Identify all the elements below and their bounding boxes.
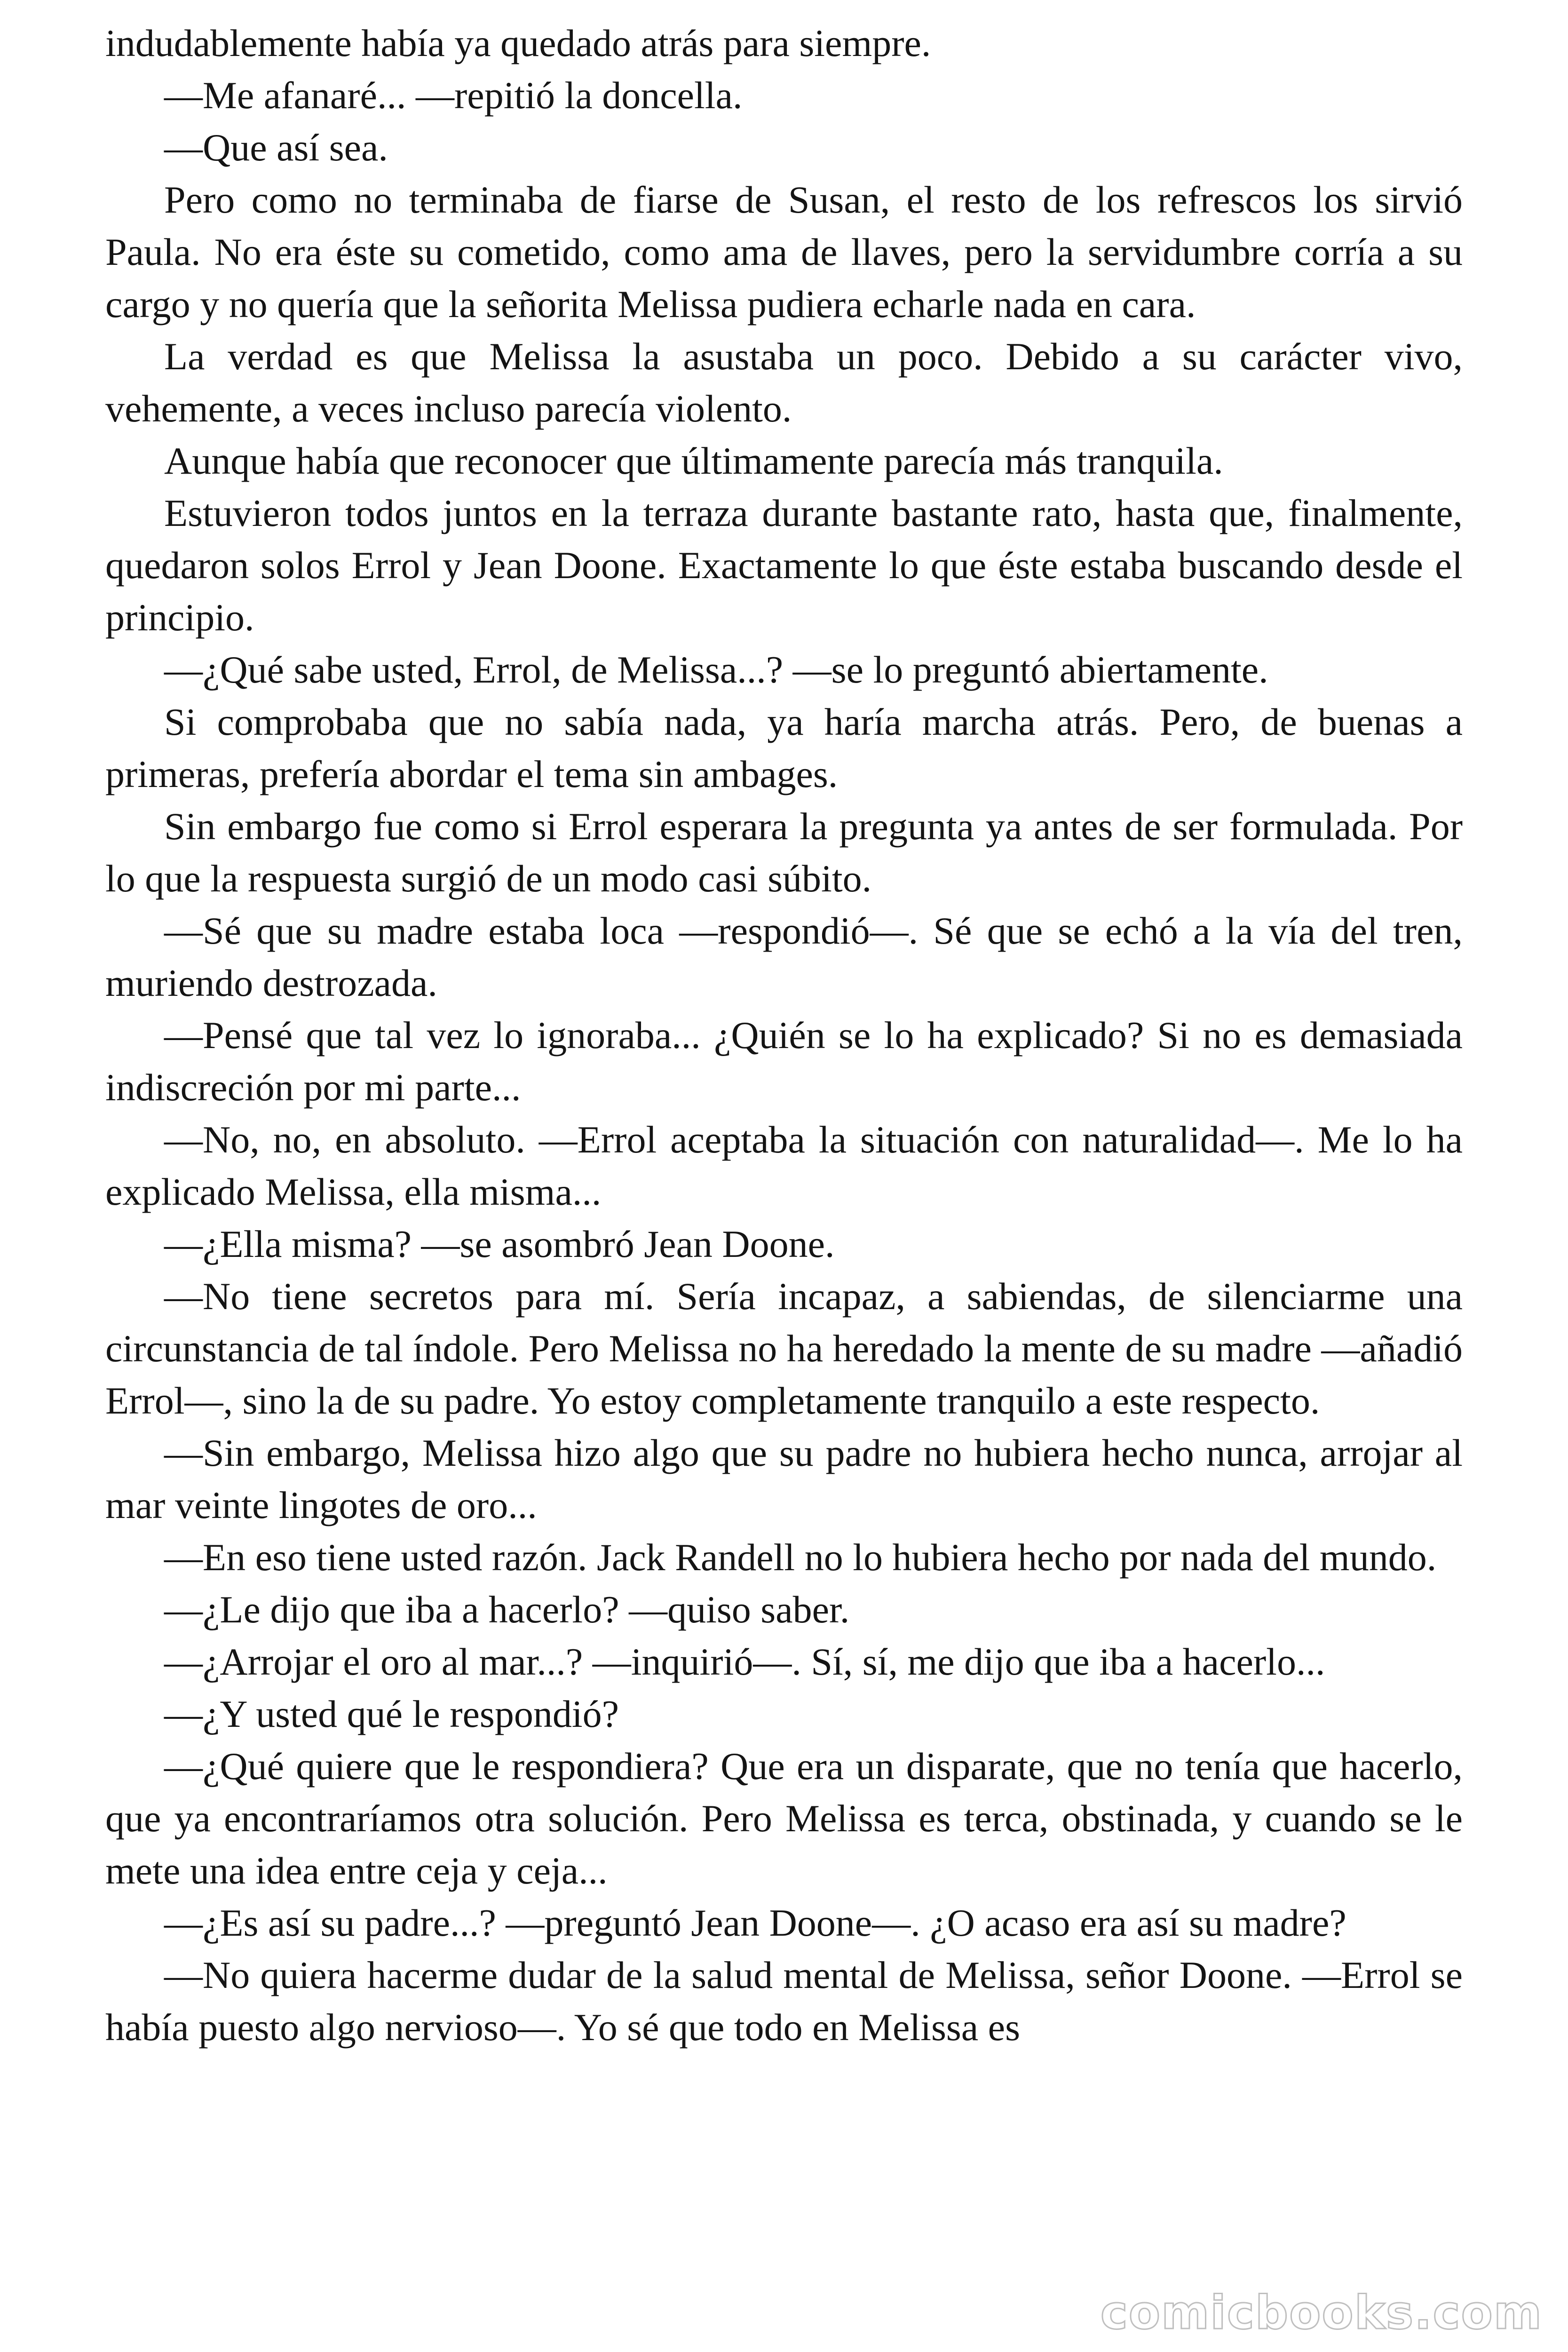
watermark: comicbooks.com — [1100, 2286, 1543, 2340]
paragraph: —¿Le dijo que iba a hacerlo? —quiso saber. — [164, 1588, 850, 1631]
paragraph: —¿Qué quiere que le respondiera? Que era un disparate, que no tenía que hacerlo, que ya encontraríamos otra solución. Pero Melissa es terca, obstinada, y cuando se le mete una idea entre ceja y ceja... — [105, 1745, 1463, 1892]
book-page-text — [105, 17, 1463, 2053]
paragraph: —Sé que su madre estaba loca —respondió—. Sé que se echó a la vía del tren, muriendo destrozada. — [105, 909, 1463, 1004]
paragraph: —¿Arrojar el oro al mar...? —inquirió—. Sí, sí, me dijo que iba a hacerlo... — [164, 1640, 1325, 1683]
paragraph: —Sin embargo, Melissa hizo algo que su padre no hubiera hecho nunca, arrojar al mar veinte lingotes de oro... — [105, 1431, 1463, 1526]
paragraph: Si comprobaba que no sabía nada, ya haría marcha atrás. Pero, de buenas a primeras, prefería abordar el tema sin ambages. — [105, 700, 1463, 795]
paragraph: —Pensé que tal vez lo ignoraba... ¿Quién se lo ha explicado? Si no es demasiada indiscreción por mi parte... — [105, 1014, 1463, 1109]
paragraph: indudablemente había ya quedado atrás para siempre. — [105, 22, 931, 64]
paragraph: —¿Qué sabe usted, Errol, de Melissa...? —se lo preguntó abiertamente. — [164, 648, 1268, 691]
paragraph: Pero como no terminaba de fiarse de Susan, el resto de los refrescos los sirvió Paula. No era éste su cometido, como ama de llaves, pero la servidumbre corría a su cargo y no quería que la señorita Melissa pudiera echarle nada en cara. — [105, 178, 1463, 326]
paragraph: Sin embargo fue como si Errol esperara la pregunta ya antes de ser formulada. Por lo que la respuesta surgió de un modo casi súbito. — [105, 805, 1463, 900]
paragraph: —¿Ella misma? —se asombró Jean Doone. — [164, 1223, 835, 1265]
paragraph: Estuvieron todos juntos en la terraza durante bastante rato, hasta que, finalmente, quedaron solos Errol y Jean Doone. Exactamente lo que éste estaba buscando desde el principio. — [105, 492, 1463, 639]
paragraph: —No tiene secretos para mí. Sería incapaz, a sabiendas, de silenciarme una circunstancia de tal índole. Pero Melissa no ha heredado la mente de su madre —añadió Errol—, sino la de su padre. Yo estoy completamente tranquilo a este respecto. — [105, 1275, 1463, 1422]
paragraph: —No quiera hacerme dudar de la salud mental de Melissa, señor Doone. —Errol se había puesto algo nervioso—. Yo sé que todo en Melissa es — [105, 1954, 1463, 2049]
paragraph: —No, no, en absoluto. —Errol aceptaba la situación con naturalidad—. Me lo ha explicado Melissa, ella misma... — [105, 1118, 1463, 1213]
paragraph: —¿Es así su padre...? —preguntó Jean Doone—. ¿O acaso era así su madre? — [164, 1901, 1346, 1944]
paragraph: —En eso tiene usted razón. Jack Randell no lo hubiera hecho por nada del mundo. — [164, 1536, 1437, 1579]
paragraph: —Que así sea. — [164, 126, 388, 169]
paragraph: La verdad es que Melissa la asustaba un poco. Debido a su carácter vivo, vehemente, a veces incluso parecía violento. — [105, 335, 1463, 430]
paragraph: —¿Y usted qué le respondió? — [164, 1692, 619, 1735]
paragraph: Aunque había que reconocer que últimamente parecía más tranquila. — [164, 439, 1223, 482]
paragraph: —Me afanaré... —repitió la doncella. — [164, 74, 743, 117]
